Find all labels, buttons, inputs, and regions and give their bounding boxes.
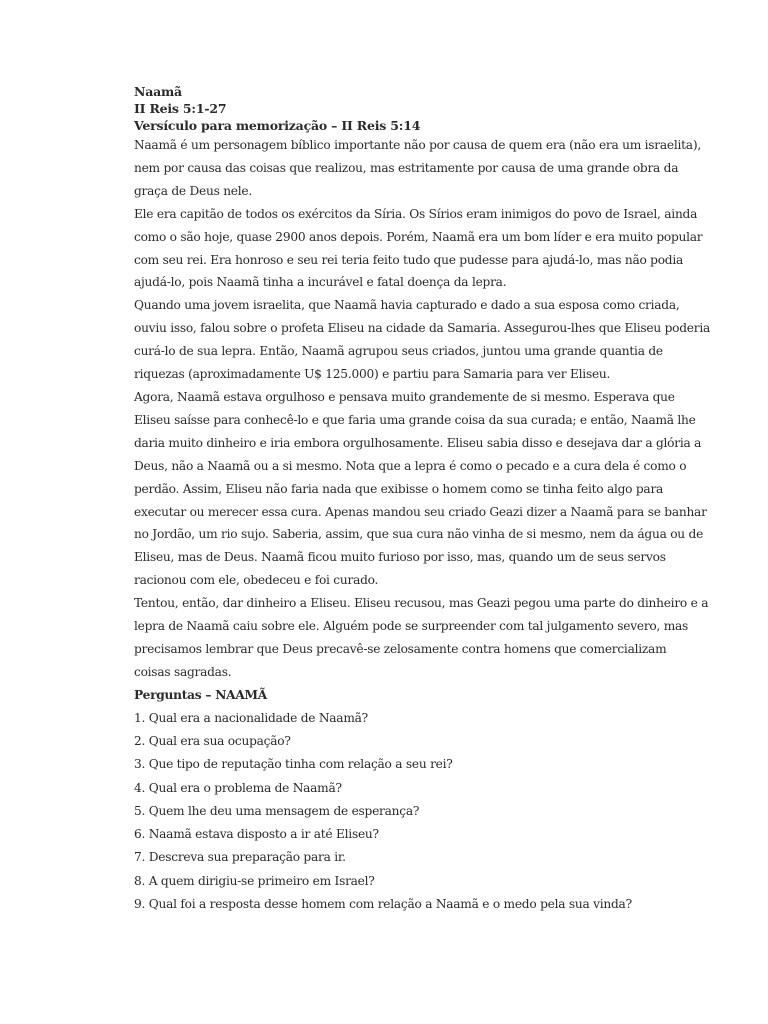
body-line: Agora, Naamã estava orgulhoso e pensava muito grandemente de si mesmo. Esperava que: [134, 389, 675, 404]
question-item: 4. Qual era o problema de Naamã?: [134, 780, 342, 795]
body-line: lepra de Naamã caiu sobre ele. Alguém pode se surpreender com tal julgamento severo, mas: [134, 619, 689, 634]
questions-list: [134, 707, 644, 917]
body-line: ajudá-lo, pois Naamã tinha a incurável e fatal doença da lepra.: [134, 275, 507, 290]
body-line: Tentou, então, dar dinheiro a Eliseu. Eliseu recusou, mas Geazi pegou uma parte do dinheiro e a: [134, 596, 709, 611]
body-line: precisamos lembrar que Deus precavê-se zelosamente contra homens que comercializam: [134, 641, 667, 656]
question-item: 1. Qual era a nacionalidade de Naamã?: [134, 710, 368, 725]
body-line: Naamã é um personagem bíblico importante não por causa de quem era (não era um israelita),: [134, 138, 701, 152]
body-line: graça de Deus nele.: [134, 183, 253, 198]
scripture-reference: II Reis 5:1-27: [134, 101, 227, 116]
document-title: Naamã: [134, 84, 182, 99]
body-line: Eliseu, mas de Deus. Naamã ficou muito furioso por isso, mas, quando um de seus servos: [134, 550, 666, 565]
question-item: 2. Qual era sua ocupação?: [134, 733, 291, 748]
question-item: 8. A quem dirigiu-se primeiro em Israel?: [134, 873, 375, 888]
body-line: no Jordão, um rio sujo. Saberia, assim, que sua cura não vinha de si mesmo, nem da água ou de: [134, 527, 704, 542]
questions-heading: Perguntas – NAAMÃ: [134, 687, 267, 702]
body-text: [134, 134, 710, 684]
question-item: 7. Descreva sua preparação para ir.: [134, 850, 346, 865]
body-line: nem por causa das coisas que realizou, mas estritamente por causa de uma grande obra da: [134, 160, 679, 175]
body-line: coisas sagradas.: [134, 664, 232, 679]
body-line: com seu rei. Era honroso e seu rei teria feito tudo que pudesse para ajudá-lo, mas não podia: [134, 252, 684, 267]
body-line: como o são hoje, quase 2900 anos depois. Porém, Naamã era um bom líder e era muito popular: [134, 229, 703, 244]
body-line: racionou com ele, obedeceu e foi curado.: [134, 573, 379, 588]
body-line: Eliseu saísse para conhecê-lo e que faria uma grande coisa da sua curada; e então, Naamã lhe: [134, 412, 696, 427]
body-line: Deus, não a Naamã ou a si mesmo. Nota que a lepra é como o pecado e a cura dela é como o: [134, 458, 687, 473]
body-line: riquezas (aproximadamente U$ 125.000) e partiu para Samaria para ver Eliseu.: [134, 367, 611, 382]
question-item: 6. Naamã estava disposto a ir até Eliseu?: [134, 827, 379, 842]
document-page: [134, 83, 710, 916]
body-line: curá-lo de sua lepra. Então, Naamã agrupou seus criados, juntou uma grande quantia de: [134, 344, 663, 359]
body-line: Ele era capitão de todos os exércitos da Síria. Os Sírios eram inimigos do povo de Israel, ainda: [134, 206, 698, 221]
memory-verse-heading: Versículo para memorização – II Reis 5:14: [134, 118, 421, 133]
question-item: 3. Que tipo de reputação tinha com relação a seu rei?: [134, 757, 453, 772]
body-line: Quando uma jovem israelita, que Naamã havia capturado e dado a sua esposa como criada,: [134, 298, 680, 313]
body-line: ouviu isso, falou sobre o profeta Eliseu na cidade da Samaria. Assegurou-lhes que Eliseu poderia: [134, 321, 710, 336]
body-line: executar ou merecer essa cura. Apenas mandou seu criado Geazi dizer a Naamã para se banhar: [134, 504, 707, 519]
body-line: perdão. Assim, Eliseu não faria nada que exibisse o homem como se tinha feito algo para: [134, 481, 664, 496]
body-line: daria muito dinheiro e iria embora orgulhosamente. Eliseu sabia disso e desejava dar a glória a: [134, 435, 702, 450]
question-item: 9. Qual foi a resposta desse homem com relação a Naamã e o medo pela sua vinda?: [134, 897, 632, 912]
question-item: 5. Quem lhe deu uma mensagem de esperança?: [134, 803, 420, 818]
